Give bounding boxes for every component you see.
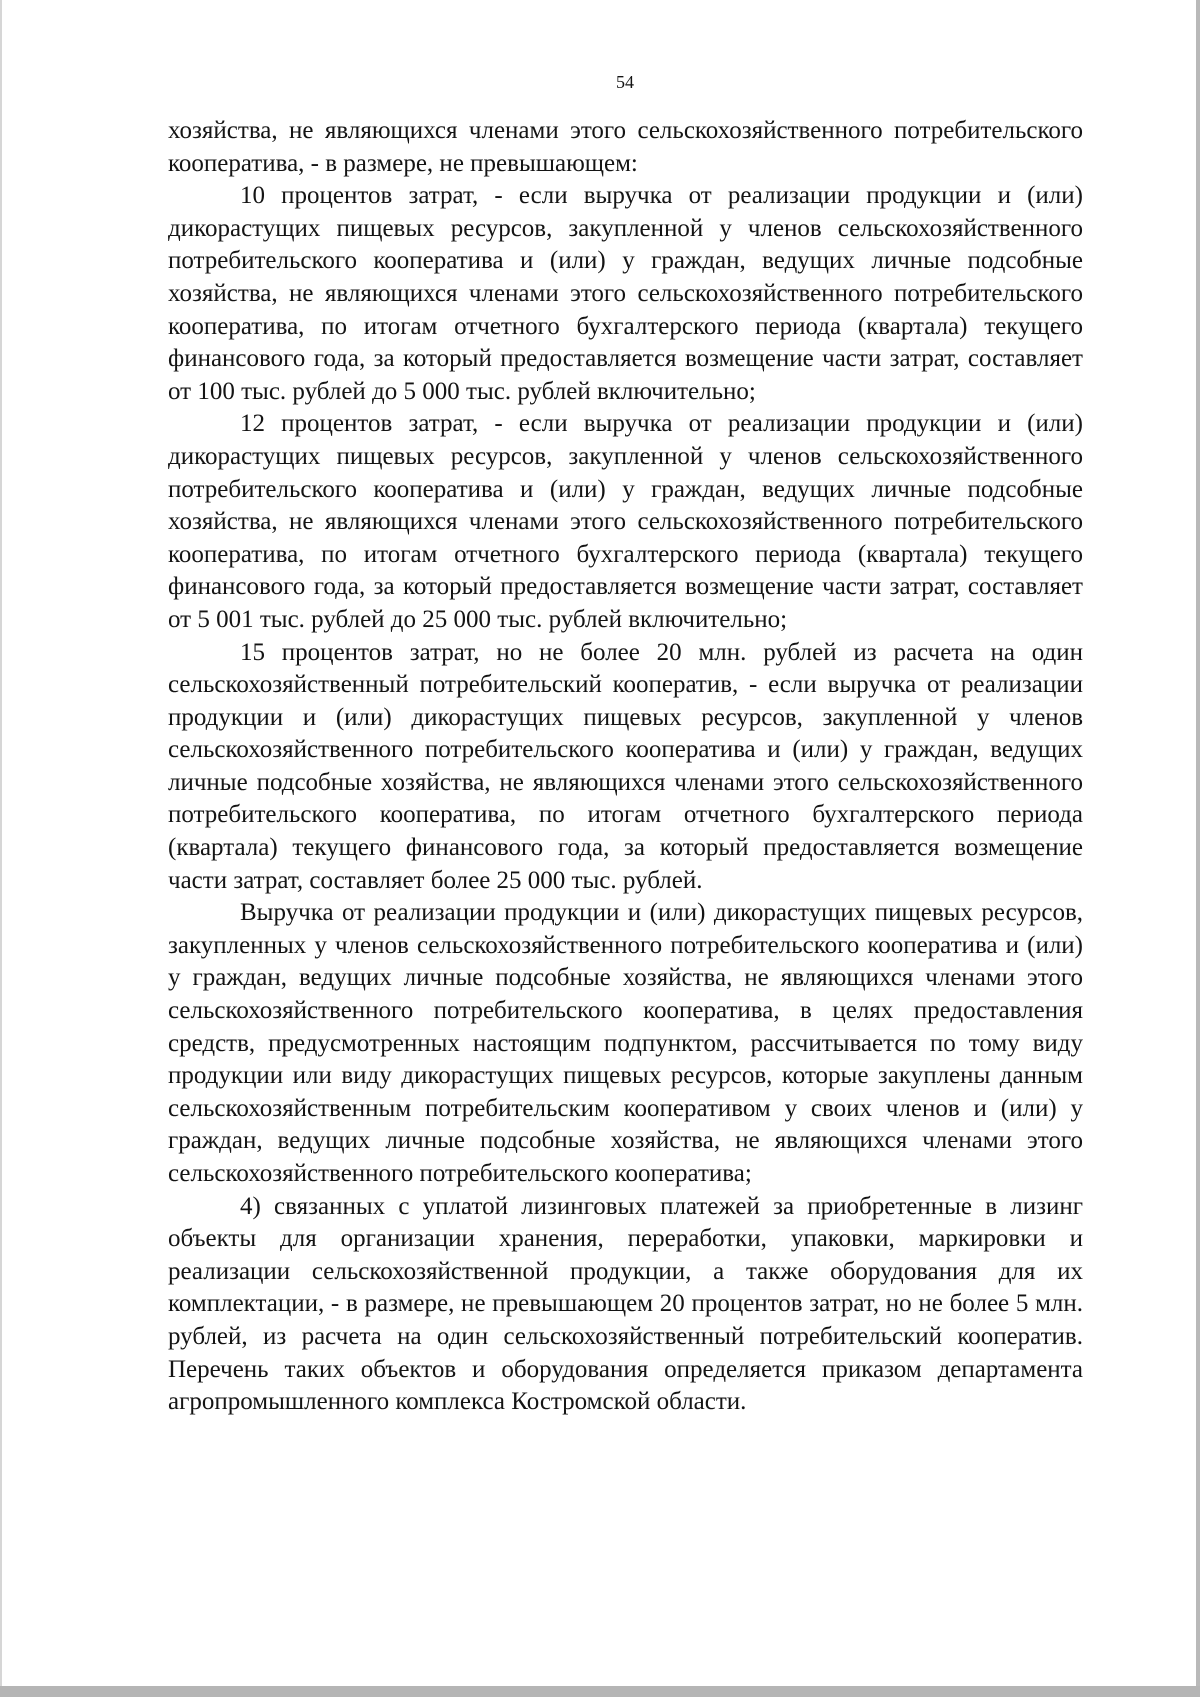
document-body — [168, 115, 1083, 1419]
paragraph-continuation: хозяйства, не являющихся членами этого сельскохозяйственного потребительского кооператива, - в размере, не превышающем: — [168, 117, 1083, 177]
paragraph-fifteen-percent: 15 процентов затрат, но не более 20 млн. рублей из расчета на один сельскохозяйственный потребительский кооператив, - если выручка от реализации продукции и (или) дикорастущих пищевых ресурсов, закупленной у членов сельскохозяйственного потребительского кооператива и (или) у граждан, ведущих личные подсобные хозяйства, не являющихся членами этого сельскохозяйственного потребительского кооператива, по итогам отчетного бухгалтерского периода (квартала) текущего финансового года, за который предоставляется возмещение части затрат, составляет более 25 000 тыс. рублей. — [168, 638, 1083, 894]
paragraph-revenue-calculation: Выручка от реализации продукции и (или) дикорастущих пищевых ресурсов, закупленных у членов сельскохозяйственного потребительского кооператива и (или) у граждан, ведущих личные подсобные хозяйства, не являющихся членами этого сельскохозяйственного потребительского кооператива, в целях предоставления средств, предусмотренных настоящим подпунктом, рассчитывается по тому виду продукции или виду дикорастущих пищевых ресурсов, которые закуплены данным сельскохозяйственным потребительским кооперативом у своих членов и (или) у граждан, ведущих личные подсобные хозяйства, не являющихся членами этого сельскохозяйственного потребительского кооператива; — [168, 899, 1083, 1187]
paragraph-leasing-payments: 4) связанных с уплатой лизинговых платежей за приобретенные в лизинг объекты для организации хранения, переработки, упаковки, маркировки и реализации сельскохозяйственной продукции, а также оборудования для их комплектации, - в размере, не превышающем 20 процентов затрат, но не более 5 млн. рублей, из расчета на один сельскохозяйственный потребительский кооператив. Перечень таких объектов и оборудования определяется приказом департамента агропромышленного комплекса Костромской области. — [168, 1192, 1083, 1416]
scan-left-edge — [0, 0, 2, 1697]
scan-right-edge — [1196, 0, 1200, 1697]
page-number: 54 — [616, 72, 634, 92]
scan-bottom-edge — [0, 1686, 1200, 1697]
paragraph-ten-percent: 10 процентов затрат, - если выручка от реализации продукции и (или) дикорастущих пищевых ресурсов, закупленной у членов сельскохозяйственного потребительского кооператива и (или) у граждан, ведущих личные подсобные хозяйства, не являющихся членами этого сельскохозяйственного потребительского кооператива, по итогам отчетного бухгалтерского периода (квартала) текущего финансового года, за который предоставляется возмещение части затрат, составляет от 100 тыс. рублей до 5 000 тыс. рублей включительно; — [168, 182, 1083, 405]
paragraph-twelve-percent: 12 процентов затрат, - если выручка от реализации продукции и (или) дикорастущих пищевых ресурсов, закупленной у членов сельскохозяйственного потребительского кооператива и (или) у граждан, ведущих личные подсобные хозяйства, не являющихся членами этого сельскохозяйственного потребительского кооператива, по итогам отчетного бухгалтерского периода (квартала) текущего финансового года, за который предоставляется возмещение части затрат, составляет от 5 001 тыс. рублей до 25 000 тыс. рублей включительно; — [168, 410, 1083, 633]
